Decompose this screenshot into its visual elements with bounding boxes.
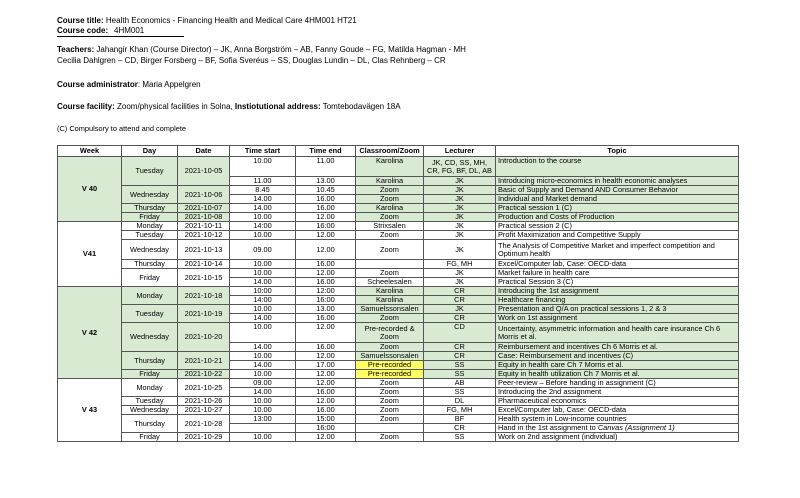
date-cell: 2021-10-29 [178,433,230,442]
lecturer-cell: CR [424,314,496,323]
topic-cell: Individual and Market demand [496,195,739,204]
room-cell: Zoom [356,186,424,195]
start-cell: 14.00 [230,388,296,397]
day-cell: Tuesday [122,305,178,323]
teachers-line-1: Teachers: Jahangir Khan (Course Director) – JK, Anna Borgström – AB, Fanny Goude – FG, Matilda Hagman - MH [57,45,466,54]
lecturer-cell: JK [424,231,496,240]
topic-cell: Presentation and Q/A on practical sessions 1, 2 & 3 [496,305,739,314]
day-cell: Wednesday [122,323,178,352]
start-cell [230,424,296,433]
day-cell: Monday [122,287,178,305]
room-cell: Scheelesalen [356,278,424,287]
lecturer-cell: FG, MH [424,260,496,269]
room-cell: Pre-recorded [356,361,424,370]
end-cell: 12.00 [296,213,356,222]
end-cell: 16.00 [296,204,356,213]
room-cell: Zoom [356,406,424,415]
topic-cell: Healthcare financing [496,296,739,305]
day-cell: Wednesday [122,406,178,415]
start-cell: 10.00 [230,213,296,222]
date-cell: 2021-10-11 [178,222,230,231]
course-facility: Course facility: Zoom/physical facilities in Solna, Instiotutional address: Tomtebodavägen 18A [57,102,401,111]
end-cell: 16.00 [296,343,356,352]
date-cell: 2021-10-20 [178,323,230,352]
lecturer-cell: AB [424,379,496,388]
date-cell: 2021-10-25 [178,379,230,397]
day-cell: Friday [122,213,178,222]
date-cell: 2021-10-26 [178,397,230,406]
day-cell: Thursday [122,204,178,213]
week-cell: V 43 [58,379,122,442]
room-cell: Samuelssonsalen [356,305,424,314]
start-cell: 10.00 [230,260,296,269]
lecturer-cell: FG, MH [424,406,496,415]
day-cell: Friday [122,433,178,442]
date-cell: 2021-10-13 [178,240,230,260]
room-cell: Karolina [356,287,424,296]
topic-cell: Profit Maximization and Competitive Supply [496,231,739,240]
day-cell: Tuesday [122,231,178,240]
course-title-line: Course title: Health Economics - Financing Health and Medical Care 4HM001 HT21 [57,16,357,25]
end-cell: 13.00 [296,305,356,314]
table-row [58,222,739,231]
day-cell: Tuesday [122,397,178,406]
lecturer-cell: JK [424,305,496,314]
end-cell: 12.00 [296,323,356,343]
room-cell: Zoom [356,433,424,442]
topic-cell: Health system in Low-income countries [496,415,739,424]
lecturer-cell: JK, CD, SS, MH, CR, FG, BF, DL, AB [424,157,496,177]
start-cell: 10.00 [230,231,296,240]
start-cell: 11.00 [230,177,296,186]
end-cell: 12.00 [296,379,356,388]
end-cell: 12.00 [296,397,356,406]
lecturer-cell: CR [424,343,496,352]
end-cell: 12.00 [296,370,356,379]
start-cell: 14.00 [230,314,296,323]
end-cell: 12.00 [296,433,356,442]
table-row [58,397,739,406]
end-cell: 16.00 [296,314,356,323]
room-cell: Zoom [356,269,424,278]
day-cell: Friday [122,370,178,379]
room-cell: Zoom [356,343,424,352]
topic-cell: Work on 1st assignment [496,314,739,323]
room-cell: Zoom [356,240,424,260]
room-cell: Zoom [356,314,424,323]
room-cell: Strixsalen [356,222,424,231]
date-cell: 2021-10-21 [178,352,230,370]
lecturer-cell: JK [424,177,496,186]
room-cell: Zoom [356,195,424,204]
topic-cell: Introducing the 1st assignment [496,287,739,296]
topic-cell: Practical session 2 (C) [496,222,739,231]
teachers-line-2: Cecilia Dahlgren – CD, Birger Forsberg – BF, Sofia Sveréus – SS, Douglas Lundin – DL, Clas Rehnberg – CR [57,56,446,65]
lecturer-cell: JK [424,240,496,260]
col-week: Week [58,146,122,157]
start-cell: 8.45 [230,186,296,195]
lecturer-cell: JK [424,222,496,231]
table-row [58,287,739,296]
topic-cell: Equity in health utilization Ch 7 Morris et al. [496,370,739,379]
col-lecturer: Lecturer [424,146,496,157]
canvas-assignment-text: Canvas (Assignment 1) [597,423,675,432]
table-row [58,433,739,442]
lecturer-cell: DL [424,397,496,406]
table-row [58,370,739,379]
start-cell: 09.00 [230,379,296,388]
day-cell: Tuesday [122,157,178,186]
room-cell: Pre-recorded & Zoom [356,323,424,343]
start-cell: 10.00 [230,305,296,314]
table-row [58,352,739,361]
col-time-start: Time start [230,146,296,157]
start-cell: 10.00 [230,352,296,361]
lecturer-cell: JK [424,269,496,278]
room-cell: Samuelssonsalen [356,352,424,361]
lecturer-cell: CR [424,296,496,305]
lecturer-cell: SS [424,361,496,370]
end-cell: 10.45 [296,186,356,195]
day-cell: Thursday [122,352,178,370]
week-cell: V 40 [58,157,122,222]
date-cell: 2021-10-14 [178,260,230,269]
start-cell: 10:00 [230,287,296,296]
start-cell: 14.00 [230,204,296,213]
start-cell: 10.00 [230,370,296,379]
end-cell: 16.00 [296,260,356,269]
end-cell: 11.00 [296,157,356,177]
day-cell: Wednesday [122,240,178,260]
date-cell: 2021-10-18 [178,287,230,305]
date-cell: 2021-10-05 [178,157,230,186]
table-row [58,379,739,388]
col-date: Date [178,146,230,157]
room-cell: Pre-recorded [356,370,424,379]
end-cell: 12:00 [296,287,356,296]
room-cell: Zoom [356,213,424,222]
table-header-row [58,146,739,157]
compulsory-note: (C) Compulsory to attend and complete [57,124,186,133]
date-cell: 2021-10-07 [178,204,230,213]
date-cell: 2021-10-15 [178,269,230,287]
start-cell: 14.00 [230,195,296,204]
topic-cell: Practical session 1 (C) [496,204,739,213]
end-cell: 16.00 [296,388,356,397]
room-cell: Karolina [356,204,424,213]
start-cell: 14.00 [230,278,296,287]
start-cell: 09.00 [230,240,296,260]
course-code-line: Course code: 4HM001 [57,26,184,37]
col-time-end: Time end [296,146,356,157]
topic-cell: Uncertainty, asymmetric information and health care insurance Ch 6 Morris et al. [496,323,739,343]
day-cell: Monday [122,379,178,397]
topic-cell: Reimbursement and incentives Ch 6 Morris et al. [496,343,739,352]
topic-cell: Hand in the 1st assignment to Canvas (Assignment 1) [496,424,739,433]
lecturer-cell: SS [424,370,496,379]
date-cell: 2021-10-22 [178,370,230,379]
date-cell: 2021-10-06 [178,186,230,204]
start-cell: 10.00 [230,157,296,177]
topic-cell: Excel/Computer lab, Case: OECD-data [496,260,739,269]
end-cell: 12.00 [296,231,356,240]
end-cell: 16.00 [296,406,356,415]
day-cell: Wednesday [122,186,178,204]
room-cell: Zoom [356,415,424,424]
lecturer-cell: BF [424,415,496,424]
end-cell: 16:00 [296,296,356,305]
col-topic: Topic [496,146,739,157]
end-cell: 16.00 [296,278,356,287]
table-row [58,204,739,213]
week-cell: V41 [58,222,122,287]
date-cell: 2021-10-28 [178,415,230,433]
topic-cell: Introducing the 2nd assignment [496,388,739,397]
end-cell: 16:00 [296,222,356,231]
topic-cell: The Analysis of Competitive Market and imperfect competition and Optimum health [496,240,739,260]
end-cell: 15:00 [296,415,356,424]
lecturer-cell: SS [424,433,496,442]
start-cell: 14.00 [230,361,296,370]
lecturer-cell: JK [424,278,496,287]
day-cell: Thursday [122,415,178,433]
end-cell: 16:00 [296,424,356,433]
topic-cell: Basic of Supply and Demand AND Consumer Behavior [496,186,739,195]
table-row [58,213,739,222]
lecturer-cell: SS [424,388,496,397]
lecturer-cell: CD [424,323,496,343]
topic-cell: Production and Costs of Production [496,213,739,222]
end-cell: 16.00 [296,195,356,204]
table-row [58,323,739,343]
lecturer-cell: JK [424,186,496,195]
room-cell: Zoom [356,231,424,240]
lecturer-cell: JK [424,195,496,204]
end-cell: 12.00 [296,240,356,260]
date-cell: 2021-10-08 [178,213,230,222]
room-cell: Zoom [356,397,424,406]
table-row [58,157,739,177]
topic-cell: Market failure in health care [496,269,739,278]
table-row [58,269,739,278]
start-cell: 13:00 [230,415,296,424]
start-cell: 10.00 [230,433,296,442]
table-row [58,186,739,195]
start-cell: 14:00 [230,296,296,305]
lecturer-cell: CR [424,287,496,296]
lecturer-cell: JK [424,213,496,222]
topic-cell: Introducing micro-economics in health economic analyses [496,177,739,186]
start-cell: 14.00 [230,343,296,352]
end-cell: 17.00 [296,361,356,370]
day-cell: Friday [122,269,178,287]
date-cell: 2021-10-12 [178,231,230,240]
schedule-table [57,145,739,442]
room-cell: Karolina [356,296,424,305]
col-day: Day [122,146,178,157]
table-row [58,406,739,415]
course-administrator: Course administrator: Maria Appelgren [57,80,201,89]
room-cell: Karolina [356,177,424,186]
table-row [58,305,739,314]
col-classroom: Classroom/Zoom [356,146,424,157]
week-cell: V 42 [58,287,122,379]
start-cell: 14:00 [230,222,296,231]
start-cell: 10.00 [230,397,296,406]
start-cell: 10.00 [230,269,296,278]
table-row [58,260,739,269]
topic-cell: Practical Session 3 (C) [496,278,739,287]
topic-cell: Case: Reimbursement and incentives (C) [496,352,739,361]
start-cell: 10.00 [230,323,296,343]
room-cell: Zoom [356,388,424,397]
date-cell: 2021-10-19 [178,305,230,323]
lecturer-cell: CR [424,352,496,361]
topic-cell: Introduction to the course [496,157,739,177]
topic-cell: Work on 2nd assignment (individual) [496,433,739,442]
lecturer-cell: CR [424,424,496,433]
topic-cell: Pharmaceutical economics [496,397,739,406]
day-cell: Monday [122,222,178,231]
end-cell: 12.00 [296,352,356,361]
end-cell: 12.00 [296,269,356,278]
lecturer-cell: JK [424,204,496,213]
room-cell: Karolina [356,157,424,177]
date-cell: 2021-10-27 [178,406,230,415]
start-cell: 10.00 [230,406,296,415]
table-row [58,415,739,424]
topic-cell: Peer-review – Before handing in assignment (C) [496,379,739,388]
topic-cell: Equity in health care Ch 7 Morris et al. [496,361,739,370]
topic-cell: Excel/Computer lab, Case: OECD-data [496,406,739,415]
room-cell: Zoom [356,379,424,388]
room-cell [356,260,424,269]
table-row [58,240,739,260]
table-row [58,231,739,240]
room-cell [356,424,424,433]
end-cell: 13.00 [296,177,356,186]
day-cell: Thursday [122,260,178,269]
